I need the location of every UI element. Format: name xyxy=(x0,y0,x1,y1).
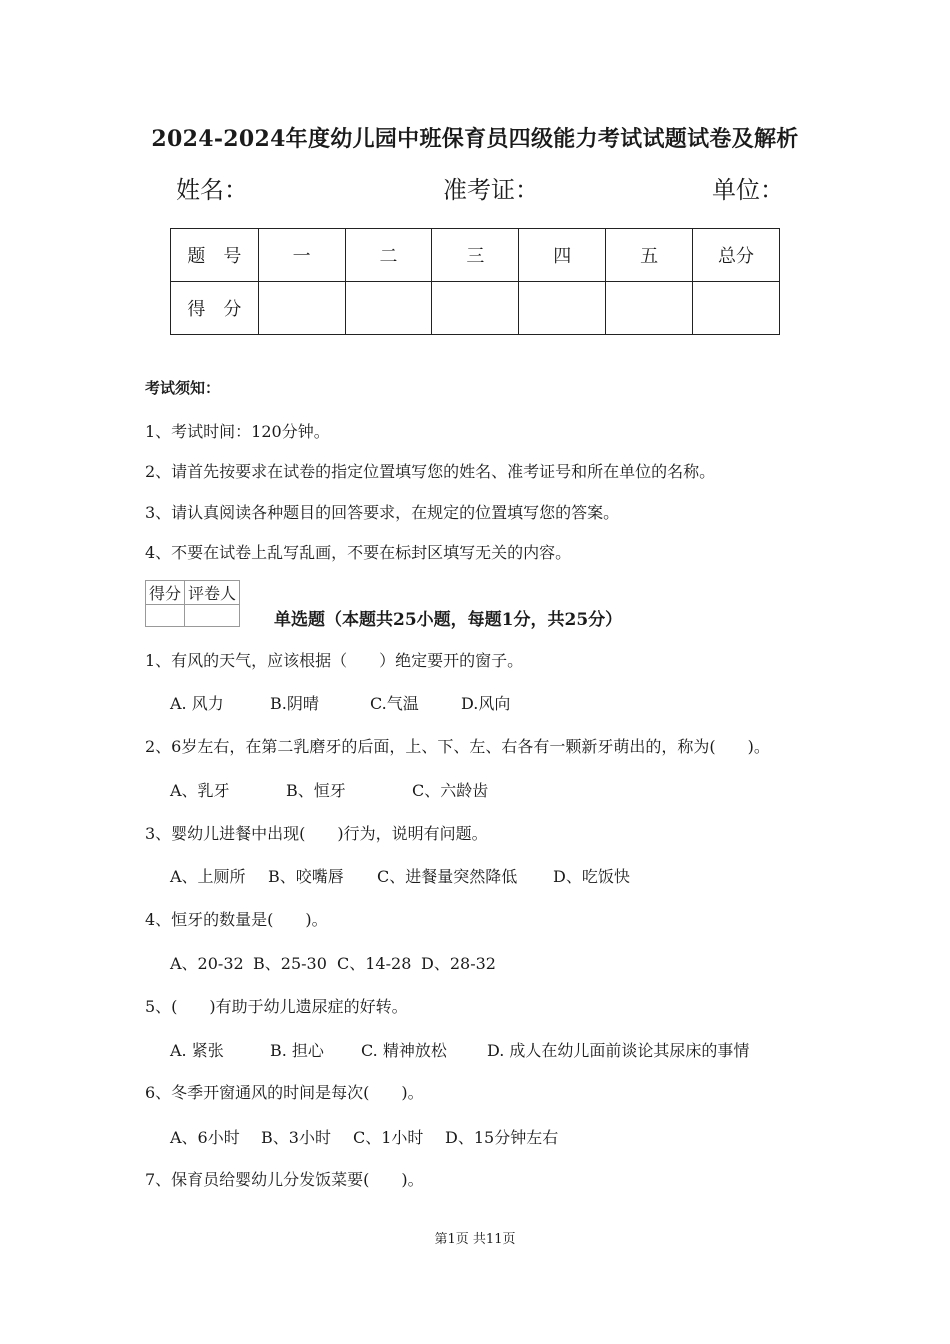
option[interactable]: A. 紧张 xyxy=(170,1041,224,1060)
score-row-label: 得 分 xyxy=(171,282,259,335)
score-header-cell: 一 xyxy=(258,229,345,282)
option[interactable]: C.气温 xyxy=(370,694,419,713)
option[interactable]: A、乳牙 xyxy=(170,781,230,800)
question-options xyxy=(170,691,510,714)
grader-reviewer-cell[interactable] xyxy=(185,605,240,627)
grader-score-cell[interactable] xyxy=(146,605,185,627)
score-header-cell: 二 xyxy=(345,229,432,282)
question-options xyxy=(170,1125,558,1148)
notice-heading: 考试须知： xyxy=(145,379,221,397)
option[interactable]: A、上厕所 xyxy=(170,867,246,886)
notice-item: 2、请首先按要求在试卷的指定位置填写您的姓名、准考证号和所在单位的名称。 xyxy=(145,462,716,481)
score-header-cell: 四 xyxy=(519,229,606,282)
question-text: 4、恒牙的数量是( )。 xyxy=(145,910,328,929)
option[interactable]: A、20-32 xyxy=(170,954,244,973)
question-text: 6、冬季开窗通风的时间是每次( )。 xyxy=(145,1083,424,1102)
question-text: 7、保育员给婴幼儿分发饭菜要( )。 xyxy=(145,1170,424,1189)
page-footer: 第1页 共11页 xyxy=(434,1232,516,1247)
score-table-header-row xyxy=(171,229,780,282)
score-cell[interactable] xyxy=(345,282,432,335)
option[interactable]: D、15分钟左右 xyxy=(445,1128,559,1147)
grader-box xyxy=(145,580,240,627)
option[interactable]: C、进餐量突然降低 xyxy=(377,867,518,886)
option[interactable]: C. 精神放松 xyxy=(361,1041,447,1060)
option[interactable]: B.阴晴 xyxy=(270,694,319,713)
notice-item: 4、不要在试卷上乱写乱画，不要在标封区填写无关的内容。 xyxy=(145,543,572,562)
score-header-cell: 题 号 xyxy=(171,229,259,282)
option[interactable]: B、3小时 xyxy=(261,1128,331,1147)
score-header-cell: 三 xyxy=(432,229,519,282)
exam-id-field-label: 准考证： xyxy=(443,176,539,204)
option[interactable]: B、25-30 xyxy=(253,954,327,973)
question-options xyxy=(170,778,488,801)
score-cell[interactable] xyxy=(519,282,606,335)
option[interactable]: D、28-32 xyxy=(421,954,496,973)
grader-score-label: 得分 xyxy=(146,581,185,605)
page-title: 2024-2024年度幼儿园中班保育员四级能力考试试题试卷及解析 xyxy=(151,126,799,152)
question-text: 1、有风的天气，应该根据（ ）绝定要开的窗子。 xyxy=(145,651,524,670)
option[interactable]: A. 风力 xyxy=(170,694,224,713)
candidate-fields xyxy=(0,170,950,204)
grader-reviewer-label: 评卷人 xyxy=(185,581,240,605)
score-header-cell: 总分 xyxy=(693,229,780,282)
option[interactable]: B、恒牙 xyxy=(286,781,346,800)
score-cell[interactable] xyxy=(432,282,519,335)
score-table xyxy=(170,228,780,335)
name-field-label: 姓名： xyxy=(176,176,248,204)
question-options xyxy=(170,864,630,887)
option[interactable]: D、吃饭快 xyxy=(553,867,630,886)
score-table-score-row xyxy=(171,282,780,335)
question-options xyxy=(170,951,496,974)
score-header-cell: 五 xyxy=(606,229,693,282)
question-text: 3、婴幼儿进餐中出现( )行为，说明有问题。 xyxy=(145,824,488,843)
question-text: 5、( )有助于幼儿遗尿症的好转。 xyxy=(145,997,408,1016)
option[interactable]: C、14-28 xyxy=(337,954,412,973)
question-text: 2、6岁左右，在第二乳磨牙的后面，上、下、左、右各有一颗新牙萌出的，称为( )。 xyxy=(145,737,770,756)
option[interactable]: D. 成人在幼儿面前谈论其尿床的事情 xyxy=(487,1041,750,1060)
score-cell[interactable] xyxy=(606,282,693,335)
option[interactable]: D.风向 xyxy=(461,694,511,713)
notice-item: 1、考试时间：120分钟。 xyxy=(145,422,330,441)
option[interactable]: B. 担心 xyxy=(270,1041,324,1060)
score-cell[interactable] xyxy=(258,282,345,335)
option[interactable]: A、6小时 xyxy=(170,1128,240,1147)
score-cell[interactable] xyxy=(693,282,780,335)
unit-field-label: 单位： xyxy=(712,176,784,204)
option[interactable]: C、六龄齿 xyxy=(412,781,489,800)
option[interactable]: C、1小时 xyxy=(353,1128,424,1147)
option[interactable]: B、咬嘴唇 xyxy=(268,867,344,886)
notice-item: 3、请认真阅读各种题目的回答要求，在规定的位置填写您的答案。 xyxy=(145,503,620,522)
question-options xyxy=(170,1038,749,1061)
section-title: 单选题（本题共25小题，每题1分，共25分） xyxy=(274,610,623,630)
